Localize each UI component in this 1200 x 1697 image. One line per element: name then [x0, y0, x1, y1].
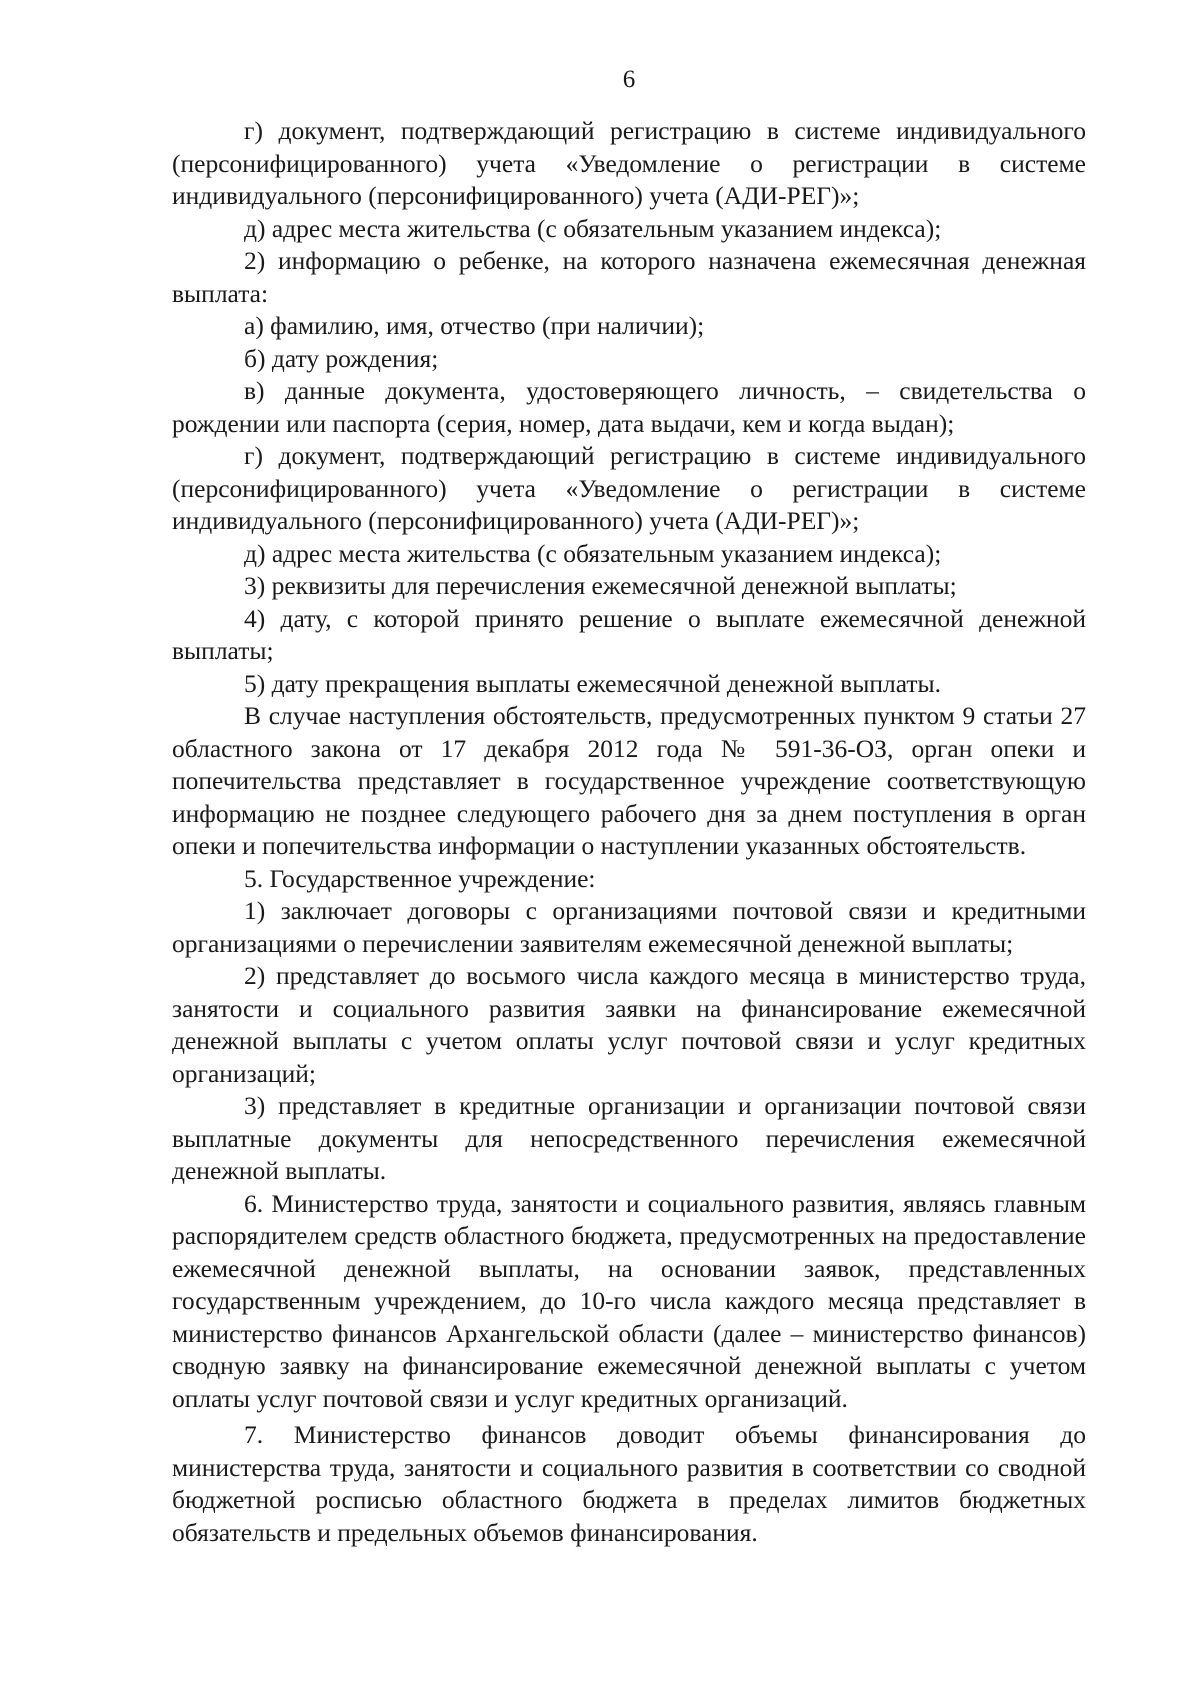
paragraph-section-7-ministry-finance: 7. Министерство финансов доводит объемы финансирования до министерства труда, занятости и социального развития в соответствии со сводной бюджетной росписью областного бюджета в пределах лимитов бюджетных обязательств и предельных объемов финансирования. [172, 1420, 1086, 1547]
paragraph-3-payment-details: 3) реквизиты для перечисления ежемесячной денежной выплаты; [244, 571, 957, 600]
paragraph-5-3-payment-documents: 3) представляет в кредитные организации и организации почтовой связи выплатные документы для непосредственного перечисления ежемесячной денежной выплаты. [172, 1091, 1086, 1185]
paragraph-2-child-info: 2) информацию о ребенке, на которого назначена ежемесячная денежная выплата: [172, 246, 1086, 308]
paragraph-section-5-heading: 5. Государственное учреждение: [244, 863, 596, 893]
paragraph-5-termination-date: 5) дату прекращения выплаты ежемесячной денежной выплаты. [244, 668, 942, 698]
paragraph-5-2-funding-requests: 2) представляет до восьмого числа каждого месяца в министерство труда, занятости и социального развития заявки на финансирование ежемесячной денежной выплаты с учетом оплаты услуг почтовой связи и услуг кредитных организаций; [172, 961, 1086, 1088]
paragraph-2g-adi-reg-document: г) документ, подтверждающий регистрацию в системе индивидуального (персонифицированного) учета «Уведомление о регистрации в системе индивидуального (персонифицированного) учета (АДИ-РЕГ)»; [172, 441, 1086, 535]
paragraph-circumstances: В случае наступления обстоятельств, предусмотренных пунктом 9 статьи 27 областного закона от 17 декабря 2012 года № 591-36-ОЗ, орган опеки и попечительства представляет в государственное учреждение соответствующую информацию не позднее следующего рабочего дня за днем поступления в орган опеки и попечительства информации о наступлении указанных обстоятельств. [172, 701, 1086, 860]
paragraph-4-decision-date: 4) дату, с которой принято решение о выплате ежемесячной денежной выплаты; [172, 603, 1086, 665]
paragraph-1d-address: д) адрес места жительства (с обязательным указанием индекса); [244, 213, 942, 243]
paragraph-1g-adi-reg-document: г) документ, подтверждающий регистрацию в системе индивидуального (персонифицированного) учета «Уведомление о регистрации в системе индивидуального (персонифицированного) учета (АДИ-РЕГ)»; [172, 116, 1086, 210]
document-body [172, 115, 1086, 1549]
paragraph-5-1-contracts: 1) заключает договоры с организациями почтовой связи и кредитными организациями о перечислении заявителям ежемесячной денежной выплаты; [172, 896, 1086, 958]
page-number: 6 [622, 66, 636, 93]
paragraph-2d-address: д) адрес места жительства (с обязательным указанием индекса); [244, 538, 942, 568]
paragraph-2b-birth-date: б) дату рождения; [244, 343, 439, 373]
paragraph-section-6-ministry-labor: 6. Министерство труда, занятости и социального развития, являясь главным распорядителем средств областного бюджета, предусмотренных на предоставление ежемесячной денежной выплаты, на основании заявок, представленных государственным учреждением, до 10-го числа каждого месяца представляет в министерство финансов Архангельской области (далее – министерство финансов) сводную заявку на финансирование ежемесячной денежной выплаты с учетом оплаты услуг почтовой связи и услуг кредитных организаций. [172, 1188, 1086, 1413]
paragraph-2a-full-name: а) фамилию, имя, отчество (при наличии); [244, 311, 705, 340]
paragraph-2v-identity-document: в) данные документа, удостоверяющего личность, – свидетельства о рождении или паспорта (серия, номер, дата выдачи, кем и когда выдан); [172, 376, 1086, 438]
